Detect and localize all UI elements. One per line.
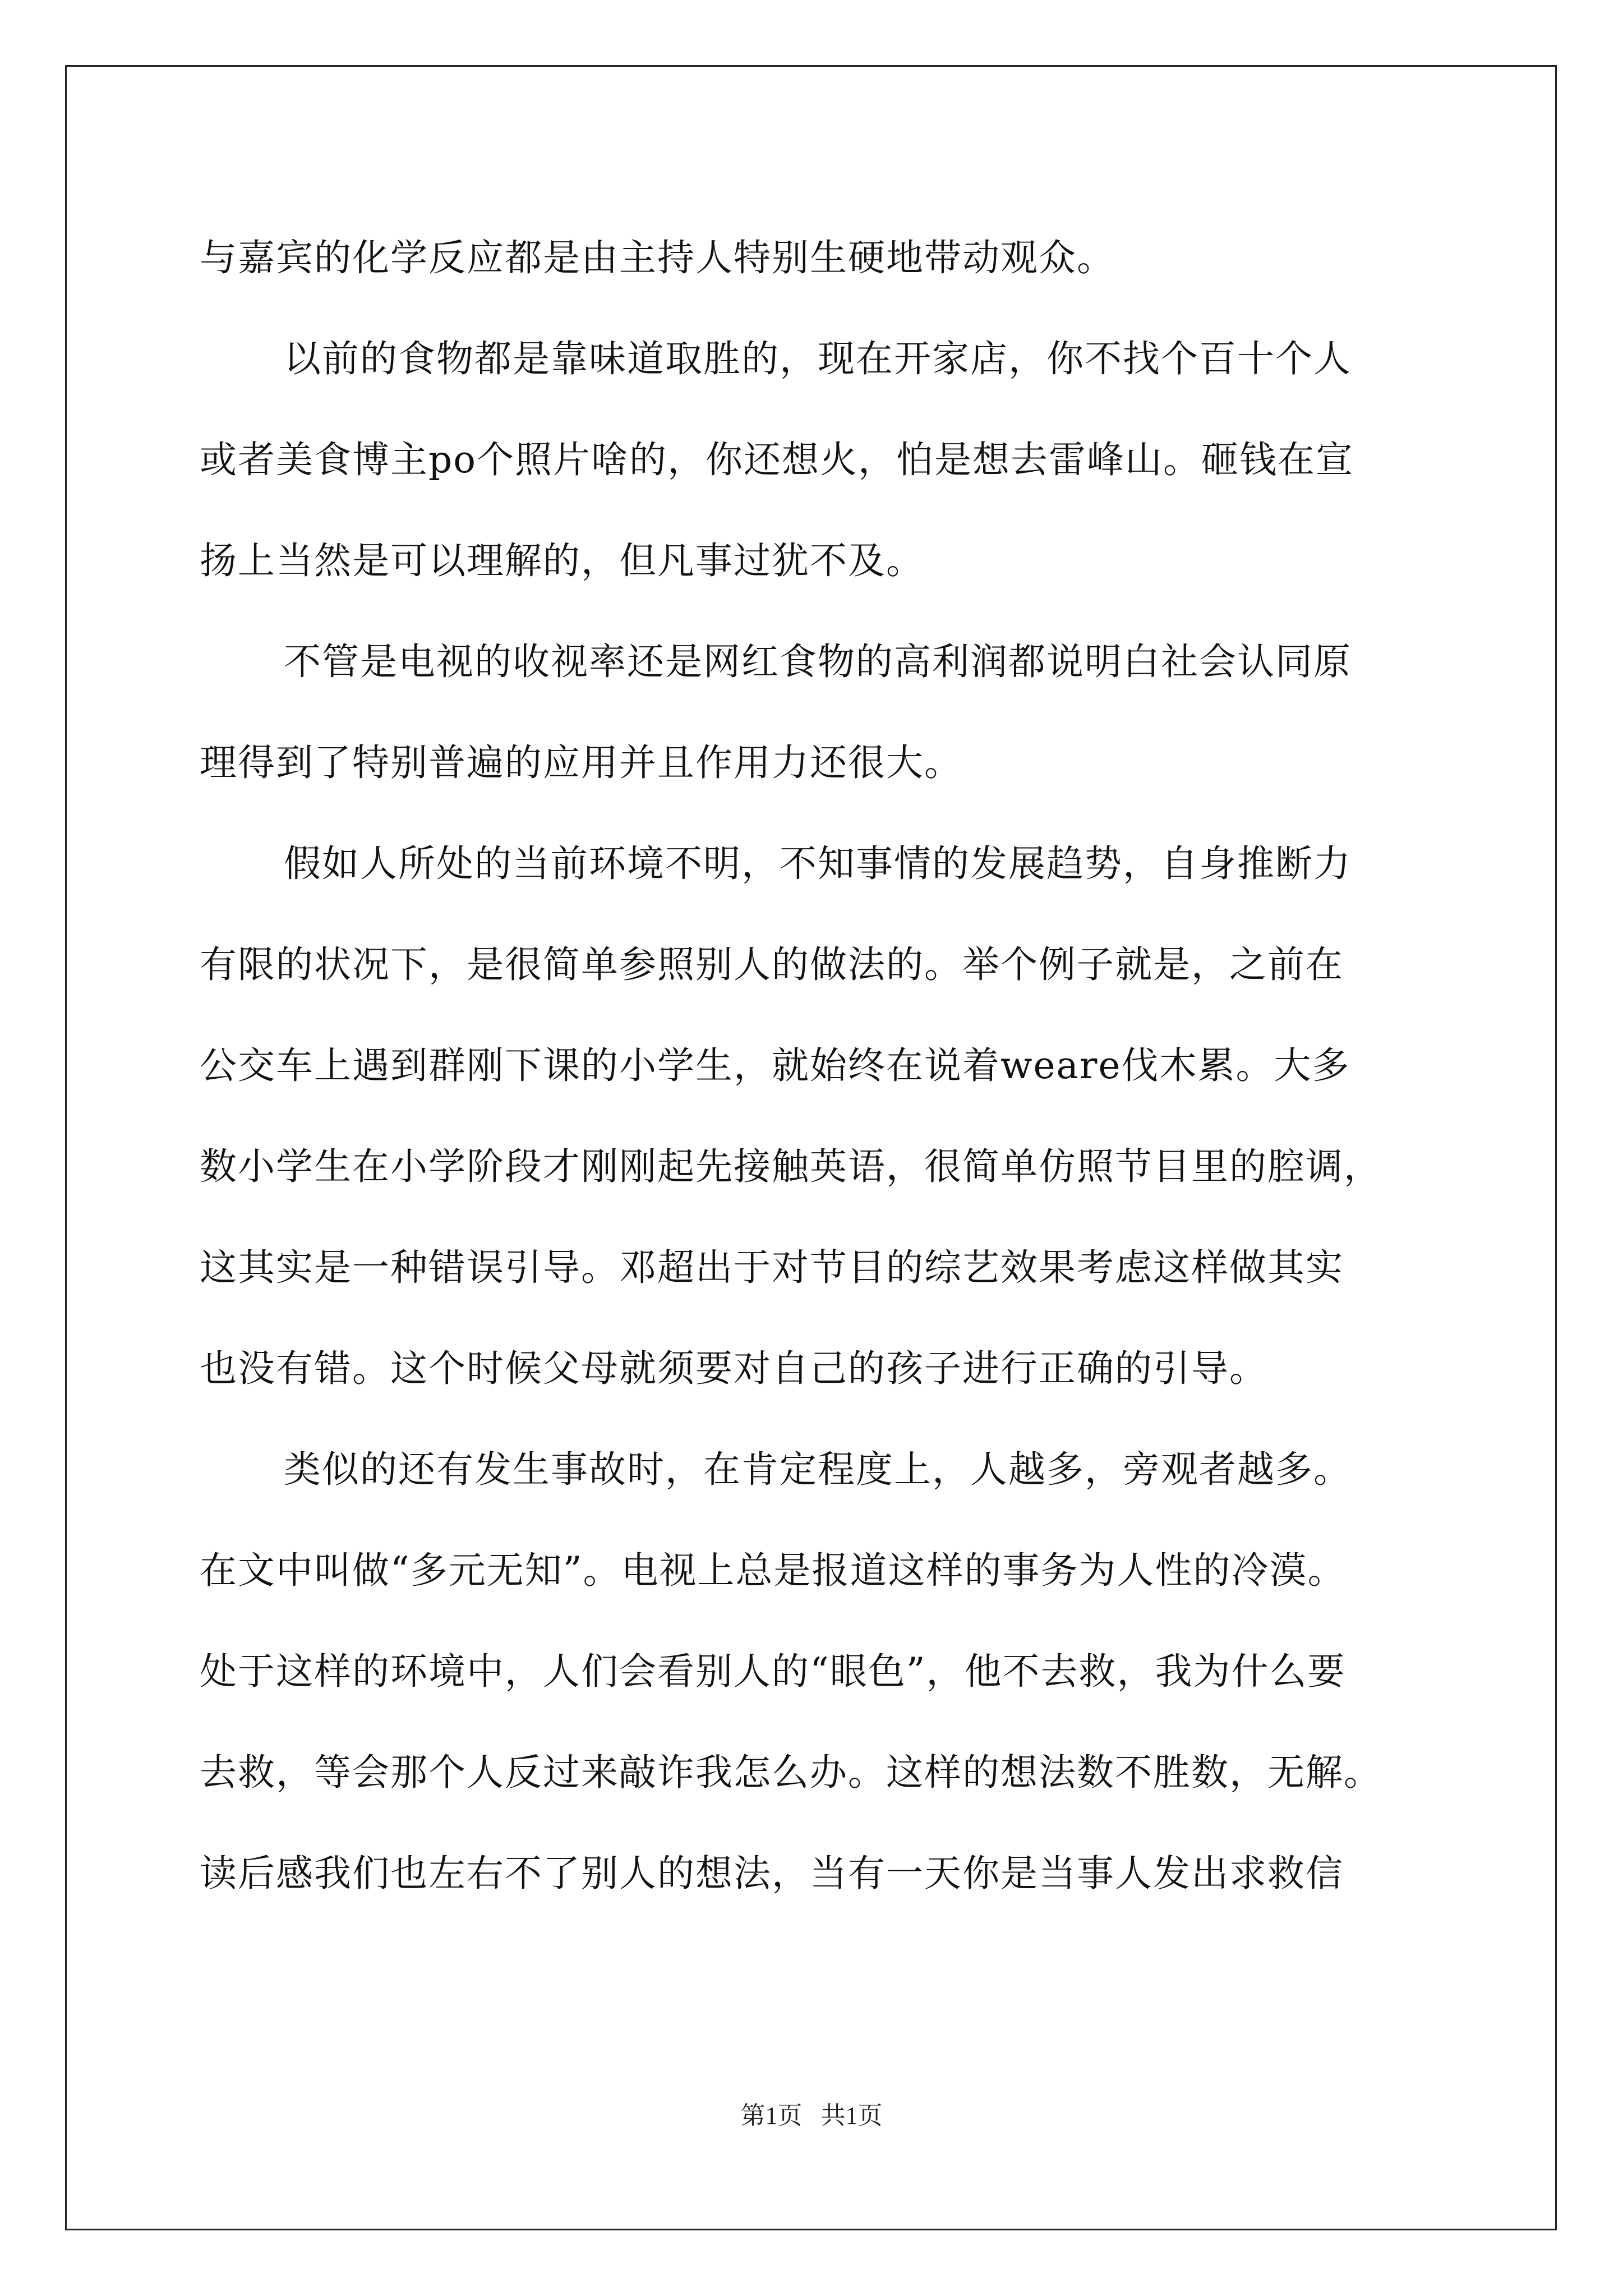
text-line: 扬上当然是可以理解的，但凡事过犹不及。 <box>200 539 924 582</box>
text-line: 也没有错。这个时候父母就须要对自己的孩子进行正确的引导。 <box>200 1347 1267 1390</box>
text-line: 这其实是一种错误引导。邓超出于对节目的综艺效果考虑这样做其实 <box>200 1246 1344 1289</box>
text-line: 假如人所处的当前环境不明，不知事情的发展趋势，自身推断力 <box>284 842 1352 885</box>
text-line: 以前的食物都是靠味道取胜的，现在开家店，你不找个百十个人 <box>284 337 1352 380</box>
text-line: 读后感我们也左右不了别人的想法，当有一天你是当事人发出求救信 <box>200 1852 1344 1895</box>
text-line: 在文中叫做“多元无知”。电视上总是报道这样的事务为人性的冷漠。 <box>200 1549 1346 1592</box>
page-footer: 第1页 共1页 <box>740 2102 883 2129</box>
text-line: 数小学生在小学阶段才刚刚起先接触英语，很简单仿照节目里的腔调， <box>200 1145 1382 1188</box>
text-line: 与嘉宾的化学反应都是由主持人特别生硬地带动观众。 <box>200 236 1115 279</box>
text-line: 公交车上遇到群刚下课的小学生，就始终在说着weare伐木累。大多 <box>200 1044 1350 1087</box>
text-line: 不管是电视的收视率还是网红食物的高利润都说明白社会认同原 <box>284 640 1352 683</box>
text-line: 理得到了特别普遍的应用并且作用力还很大。 <box>200 741 962 784</box>
text-line: 处于这样的环境中，人们会看别人的“眼色”，他不去救，我为什么要 <box>200 1650 1346 1693</box>
text-line: 类似的还有发生事故时，在肯定程度上，人越多，旁观者越多。 <box>284 1448 1352 1491</box>
text-line: 去救，等会那个人反过来敲诈我怎么办。这样的想法数不胜数，无解。 <box>200 1751 1382 1794</box>
text-line: 或者美食博主po个照片啥的，你还想火，怕是想去雷峰山。砸钱在宣 <box>200 438 1354 481</box>
document-body <box>200 208 1436 1924</box>
text-line: 有限的状况下，是很简单参照别人的做法的。举个例子就是，之前在 <box>200 943 1344 986</box>
